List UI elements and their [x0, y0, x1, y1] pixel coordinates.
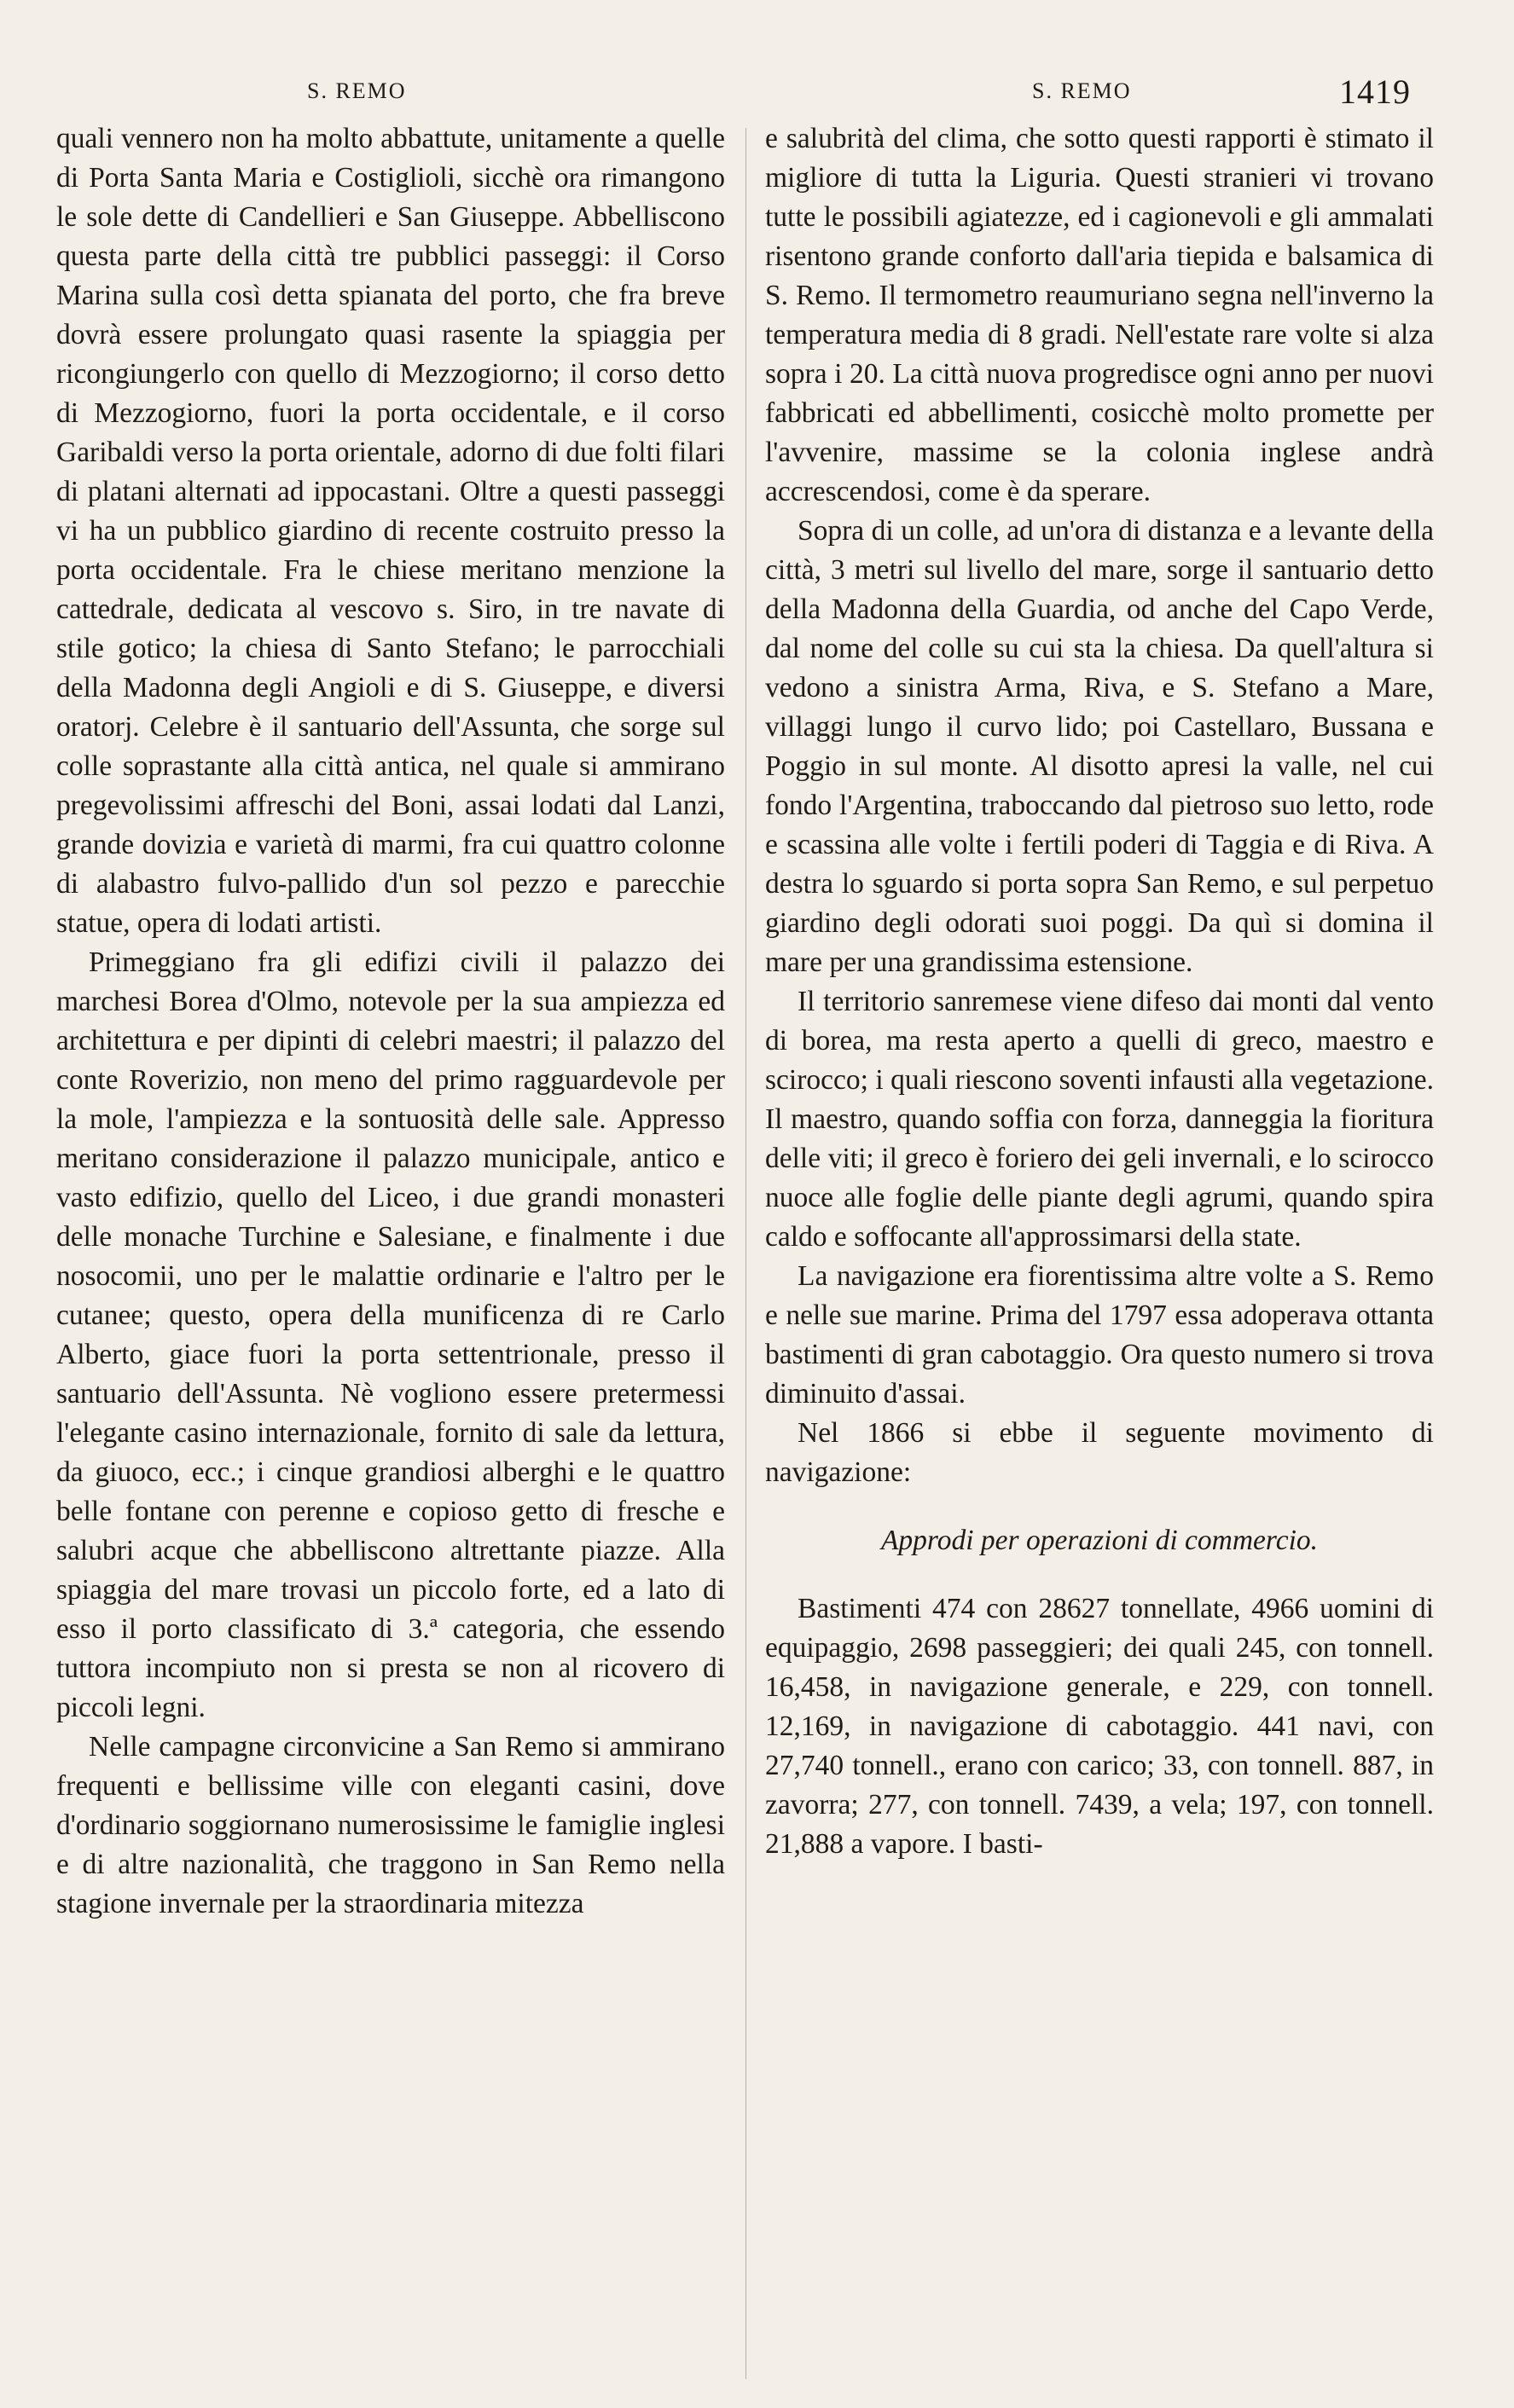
left-paragraph-2: Primeggiano fra gli edifizi civili il palazzo dei marchesi Borea d'Olmo, notevole per la sua ampiezza ed architettura e per dipinti di celebri maestri; il palazzo del conte Roverizio, non meno del primo ragguardevole per la mole, l'ampiezza e la sontuosità delle sale. Appresso meritano considerazione il palazzo municipale, antico e vasto edifizio, quello del Liceo, i due grandi monasteri delle monache Turchine e Salesiane, e finalmente i due nosocomii, uno per le malattie ordinarie e l'altro per le cutanee; questo, opera della munificenza di re Carlo Alberto, giace fuori la porta settentrionale, presso il santuario dell'Assunta. Nè vogliono essere pretermessi l'elegante casino internazionale, fornito di sale da lettura, da giuoco, ecc.; i cinque grandiosi alberghi e le quattro belle fontane con perenne e copioso getto di fresche e salubri acque che abbelliscono altrettante piazze. Alla spiaggia del mare trovasi un piccolo forte, ed a lato di esso il porto classificato di 3.ª categoria, che essendo tuttora incompiuto non si presta se non al ricovero di piccoli legni.: [56, 946, 725, 1723]
right-column: [765, 119, 1434, 1864]
right-paragraph-1: e salubrità del clima, che sotto questi rapporti è stimato il migliore di tutta la Liguria. Questi stranieri vi trovano tutte le possibili agiatezze, ed i cagionevoli e gli ammalati risentono grande conforto dall'aria tiepida e balsamica di S. Remo. Il termometro reaumuriano segna nell'inverno la temperatura media di 8 gradi. Nell'estate rare volte si alza sopra i 20. La città nuova progredisce ogni anno per nuovi fabbricati ed abbellimenti, cosicchè molto promette per l'avvenire, massime se la colonia inglese andrà accrescendosi, come è da sperare.: [765, 123, 1434, 507]
column-divider: [745, 128, 746, 2379]
left-paragraph-1: quali vennero non ha molto abbattute, unitamente a quelle di Porta Santa Maria e Costiglioli, sicchè ora rimangono le sole dette di Candellieri e San Giuseppe. Abbelliscono questa parte della città tre pubblici passeggi: il Corso Marina sulla così detta spianata del porto, che fra breve dovrà essere prolungato quasi rasente la spiaggia per ricongiungerlo con quello di Mezzogiorno; il corso detto di Mezzogiorno, fuori la porta occidentale, e il corso Garibaldi verso la porta orientale, adorno di due folti filari di platani alternati ad ippocastani. Oltre a questi passeggi vi ha un pubblico giardino di recente costruito presso la porta occidentale. Fra le chiese meritano menzione la cattedrale, dedicata al vescovo s. Siro, in tre navate di stile gotico; la chiesa di Santo Stefano; le parrocchiali della Madonna degli Angioli e di S. Giuseppe, e diversi oratorj. Celebre è il santuario dell'Assunta, che sorge sul colle soprastante alla città antica, nel quale si ammirano pregevolissimi affreschi del Boni, assai lodati dal Lanzi, grande dovizia e varietà di marmi, fra cui quattro colonne di alabastro fulvo-pallido d'un sol pezzo e parecchie statue, opera di lodati artisti.: [56, 123, 725, 939]
right-paragraph-3: Il territorio sanremese viene difeso dai monti dal vento di borea, ma resta aperto a quelli di greco, maestro e scirocco; i quali riescono soventi infausti alla vegetazione. Il maestro, quando soffia con forza, danneggia la fioritura delle viti; il greco è foriero dei geli invernali, e lo scirocco nuoce alle foglie delle piante degli agrumi, quando spira caldo e soffocante all'approssimarsi della state.: [765, 986, 1434, 1253]
right-paragraph-4: La navigazione era fiorentissima altre volte a S. Remo e nelle sue marine. Prima del 1797 essa adoperava ottanta bastimenti di gran cabotaggio. Ora questo numero si trova diminuito d'assai.: [765, 1260, 1434, 1409]
right-paragraph-2: Sopra di un colle, ad un'ora di distanza e a levante della città, 3 metri sul livello del mare, sorge il santuario detto della Madonna della Guardia, od anche del Capo Verde, dal nome del colle su cui sta la chiesa. Da quell'altura si vedono a sinistra Arma, Riva, e S. Stefano a Mare, villaggi lungo il curvo lido; poi Castellaro, Bussana e Poggio in sul monte. Al disotto apresi la valle, nel cui fondo l'Argentina, traboccando dal pietroso suo letto, rode e scassina alle volte i fertili poderi di Taggia e di Riva. A destra lo sguardo si porta sopra San Remo, e sul perpetuo giardino degli odorati suoi poggi. Da quì si domina il mare per una grandissima estensione.: [765, 515, 1434, 978]
right-paragraph-5: Nel 1866 si ebbe il seguente movimento di navigazione:: [765, 1417, 1434, 1488]
section-subheading: Approdi per operazioni di commercio.: [880, 1525, 1319, 1556]
page-number: 1419: [1339, 72, 1411, 111]
left-column: [56, 119, 725, 1924]
running-header-left: S. REMO: [307, 78, 407, 103]
right-paragraph-final: Bastimenti 474 con 28627 tonnellate, 4966 uomini di equipaggio, 2698 passeggieri; dei quali 245, con tonnell. 16,458, in navigazione generale, e 229, con tonnell. 12,169, in navigazione di cabotaggio. 441 navi, con 27,740 tonnell., erano con carico; 33, con tonnell. 887, in zavorra; 277, con tonnell. 7439, a vela; 197, con tonnell. 21,888 a vapore. I basti-: [765, 1593, 1434, 1860]
running-header-right: S. REMO: [1032, 78, 1132, 103]
left-paragraph-3: Nelle campagne circonvicine a San Remo si ammirano frequenti e bellissime ville con eleganti casini, dove d'ordinario soggiornano numerosissime le famiglie inglesi e di altre nazionalità, che traggono in San Remo nella stagione invernale per la straordinaria mitezza: [56, 1731, 725, 1919]
